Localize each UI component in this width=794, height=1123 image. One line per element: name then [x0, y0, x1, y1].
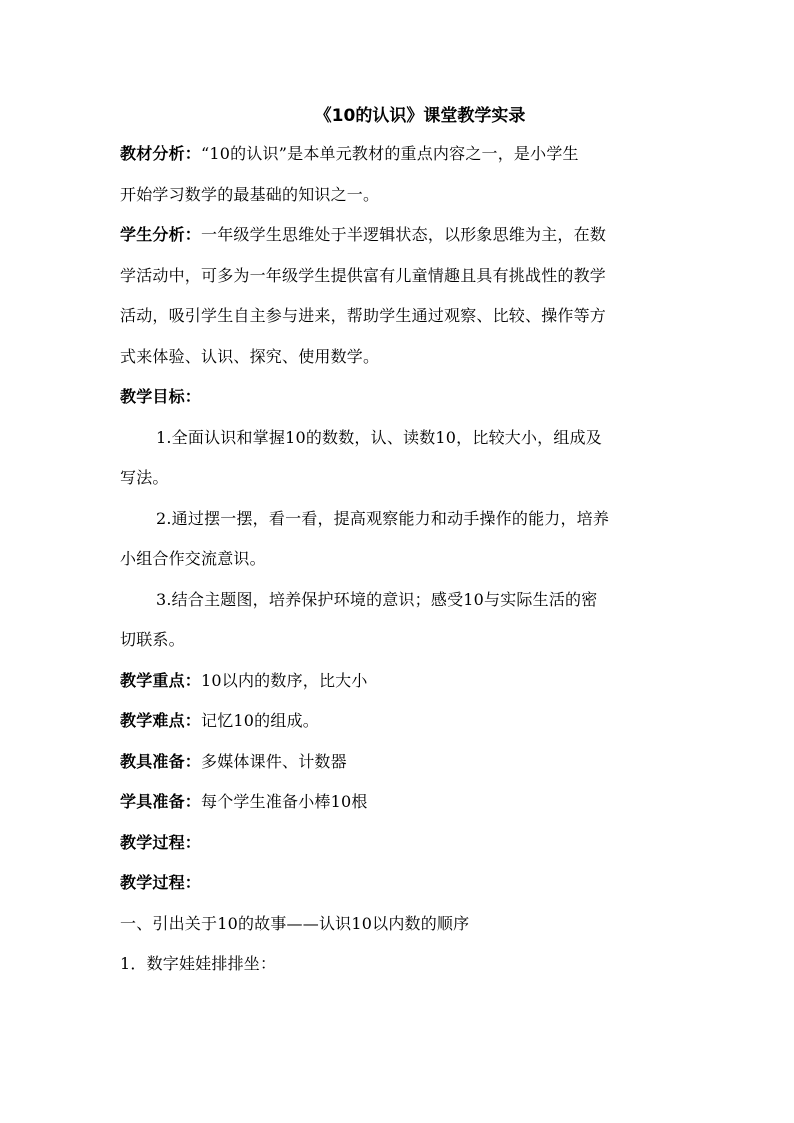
key-point-text: 10以内的数序，比大小 [201, 670, 368, 690]
objective-3-line-2: 切联系。 [120, 630, 185, 649]
document-page [120, 98, 680, 985]
teacher-tools-line [120, 742, 680, 783]
material-analysis-text-1: “10的认识”是本单元教材的重点内容之一，是小学生 [201, 144, 579, 163]
difficulty-label: 教学难点： [120, 711, 202, 730]
student-analysis-text-2: 学活动中，可多为一年级学生提供富有儿童情趣且具有挑战性的教学 [120, 265, 607, 285]
objective-3-line-1: 3.结合主题图，培养保护环境的意识；感受10与实际生活的密 [156, 589, 598, 609]
document-title: 《10的认识》课堂教学实录 [314, 106, 526, 126]
difficulty-line [120, 701, 680, 742]
key-point-line [120, 661, 680, 702]
objective-1-line-1: 1.全面认识和掌握10的数数，认、读数10，比较大小，组成及 [156, 427, 602, 447]
student-tools-line [120, 782, 680, 823]
key-point-label: 教学重点： [120, 670, 202, 690]
student-analysis-label: 学生分析： [120, 225, 202, 244]
material-analysis-line-1 [120, 134, 680, 175]
material-analysis-label: 教材分析： [120, 144, 202, 163]
objective-1-line-2: 写法。 [120, 468, 169, 487]
teacher-tools-label: 教具准备： [120, 751, 202, 771]
student-tools-label: 学具准备： [120, 792, 202, 811]
objectives-label: 教学目标： [120, 387, 202, 406]
difficulty-text: 记忆10的组成。 [201, 711, 319, 730]
objective-2-line-1: 2.通过摆一摆，看一看，提高观察能力和动手操作的能力，培养 [156, 508, 610, 528]
process-heading-1: 教学过程： [120, 832, 202, 852]
material-analysis-text-2: 开始学习数学的最基础的知识之一。 [120, 184, 380, 204]
student-analysis-text-4: 式来体验、认识、探究、使用数学。 [120, 346, 380, 366]
student-analysis-text-1: 一年级学生思维处于半逻辑状态，以形象思维为主，在数 [201, 225, 607, 244]
student-tools-text: 每个学生准备小棒10根 [201, 792, 368, 811]
process-heading-2: 教学过程： [120, 873, 202, 892]
teacher-tools-text: 多媒体课件、计数器 [201, 751, 347, 771]
student-analysis-line-1 [120, 215, 680, 256]
student-analysis-text-3: 活动，吸引学生自主参与进来，帮助学生通过观察、比较、操作等方 [120, 306, 607, 325]
section-1-heading: 一、引出关于10的故事——认识10以内数的顺序 [120, 913, 470, 933]
subsection-1-heading: 1．数字娃娃排排坐： [120, 954, 277, 973]
objective-2-line-2: 小组合作交流意识。 [120, 549, 266, 568]
